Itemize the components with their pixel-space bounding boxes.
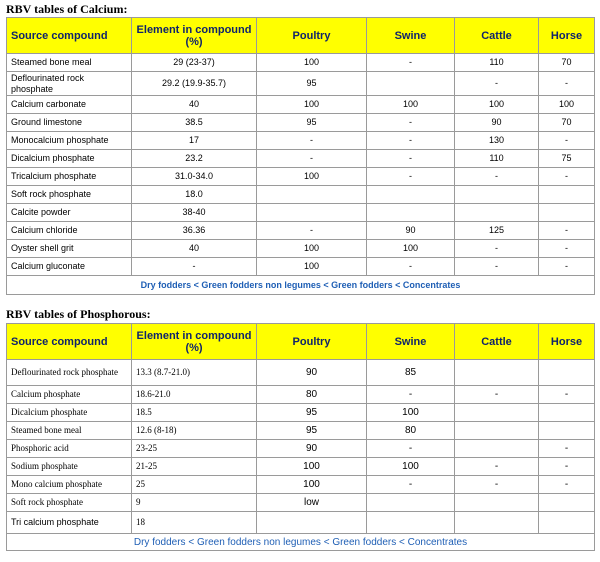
table-row bbox=[7, 114, 595, 132]
table-cell: 100 bbox=[257, 258, 367, 276]
table-cell: 29 (23-37) bbox=[132, 54, 257, 72]
table-cell: 36.36 bbox=[132, 222, 257, 240]
table-cell: Mono calcium phosphate bbox=[7, 476, 132, 494]
table-row bbox=[7, 132, 595, 150]
table-cell: 110 bbox=[455, 150, 539, 168]
table-cell: 38.5 bbox=[132, 114, 257, 132]
table-cell: - bbox=[539, 240, 595, 258]
table-cell: Soft rock phosphate bbox=[7, 494, 132, 512]
table-cell: Calcite powder bbox=[7, 204, 132, 222]
table-cell bbox=[257, 512, 367, 534]
table-cell: 12.6 (8-18) bbox=[132, 422, 257, 440]
phosphorous-rbv-table bbox=[6, 323, 595, 551]
table-cell: - bbox=[367, 258, 455, 276]
table-row bbox=[7, 494, 595, 512]
table-cell: - bbox=[257, 150, 367, 168]
table-row bbox=[7, 96, 595, 114]
table-cell bbox=[367, 186, 455, 204]
table-cell: 18.5 bbox=[132, 404, 257, 422]
phosphorous-column-header: Element in compound (%) bbox=[132, 324, 257, 360]
table-cell: - bbox=[455, 258, 539, 276]
table-cell: low bbox=[257, 494, 367, 512]
table-cell: 9 bbox=[132, 494, 257, 512]
phosphorous-table-caption: RBV tables of Phosphorous: bbox=[6, 307, 151, 321]
table-row bbox=[7, 360, 595, 386]
table-cell: 40 bbox=[132, 240, 257, 258]
table-cell bbox=[539, 422, 595, 440]
table-cell bbox=[455, 494, 539, 512]
table-row bbox=[7, 240, 595, 258]
table-cell bbox=[367, 494, 455, 512]
table-cell: - bbox=[367, 476, 455, 494]
table-row bbox=[7, 404, 595, 422]
table-cell: - bbox=[539, 168, 595, 186]
table-cell bbox=[257, 186, 367, 204]
table-cell: - bbox=[367, 150, 455, 168]
table-cell: - bbox=[539, 386, 595, 404]
table-cell: 25 bbox=[132, 476, 257, 494]
table-cell: 100 bbox=[367, 240, 455, 258]
table-cell: Dicalcium phosphate bbox=[7, 404, 132, 422]
table-cell: 100 bbox=[455, 96, 539, 114]
table-cell: 100 bbox=[257, 96, 367, 114]
table-cell: 29.2 (19.9-35.7) bbox=[132, 72, 257, 96]
table-cell: - bbox=[367, 132, 455, 150]
table-cell: 21-25 bbox=[132, 458, 257, 476]
phosphorous-column-header: Poultry bbox=[257, 324, 367, 360]
table-cell: 100 bbox=[367, 458, 455, 476]
table-cell bbox=[539, 494, 595, 512]
table-cell: Calcium gluconate bbox=[7, 258, 132, 276]
table-cell: 125 bbox=[455, 222, 539, 240]
table-row bbox=[7, 222, 595, 240]
table-cell: 70 bbox=[539, 54, 595, 72]
table-cell: 130 bbox=[455, 132, 539, 150]
table-cell: 100 bbox=[367, 96, 455, 114]
table-cell: - bbox=[455, 168, 539, 186]
phosphorous-table-body bbox=[7, 360, 595, 534]
table-cell: 31.0-34.0 bbox=[132, 168, 257, 186]
table-cell: 100 bbox=[257, 168, 367, 186]
table-row bbox=[7, 168, 595, 186]
table-cell bbox=[367, 72, 455, 96]
table-cell: 40 bbox=[132, 96, 257, 114]
table-row bbox=[7, 72, 595, 96]
table-cell bbox=[455, 204, 539, 222]
table-cell: - bbox=[367, 386, 455, 404]
table-cell: Dicalcium phosphate bbox=[7, 150, 132, 168]
table-row bbox=[7, 54, 595, 72]
table-cell: - bbox=[132, 258, 257, 276]
table-cell bbox=[539, 512, 595, 534]
table-cell: 80 bbox=[257, 386, 367, 404]
table-cell: 100 bbox=[257, 476, 367, 494]
table-cell: Deflourinated rock phosphate bbox=[7, 360, 132, 386]
table-cell: 75 bbox=[539, 150, 595, 168]
table-cell: 100 bbox=[367, 404, 455, 422]
calcium-table-footer: Dry fodders < Green fodders non legumes < Green fodders < Concentrates bbox=[7, 276, 595, 295]
table-cell: - bbox=[539, 72, 595, 96]
table-cell: 38-40 bbox=[132, 204, 257, 222]
table-cell: Deflourinated rock phosphate bbox=[7, 72, 132, 96]
table-row bbox=[7, 386, 595, 404]
table-cell bbox=[455, 422, 539, 440]
table-cell: - bbox=[455, 72, 539, 96]
table-cell: Calcium phosphate bbox=[7, 386, 132, 404]
table-cell: - bbox=[367, 168, 455, 186]
calcium-column-header: Horse bbox=[539, 18, 595, 54]
table-row bbox=[7, 476, 595, 494]
table-cell: 100 bbox=[257, 458, 367, 476]
table-cell: Tri calcium phosphate bbox=[7, 512, 132, 534]
table-cell: 18.6-21.0 bbox=[132, 386, 257, 404]
table-cell: 17 bbox=[132, 132, 257, 150]
table-cell: - bbox=[455, 240, 539, 258]
table-cell: 95 bbox=[257, 72, 367, 96]
calcium-column-header: Cattle bbox=[455, 18, 539, 54]
table-cell: 18.0 bbox=[132, 186, 257, 204]
table-cell bbox=[539, 186, 595, 204]
table-cell: 90 bbox=[257, 440, 367, 458]
calcium-column-header: Source compound bbox=[7, 18, 132, 54]
calcium-column-header: Swine bbox=[367, 18, 455, 54]
table-cell: 90 bbox=[367, 222, 455, 240]
table-cell: - bbox=[455, 458, 539, 476]
phosphorous-table-footer: Dry fodders < Green fodders non legumes < Green fodders < Concentrates bbox=[7, 534, 595, 551]
table-cell: - bbox=[539, 222, 595, 240]
table-cell: Steamed bone meal bbox=[7, 422, 132, 440]
table-cell: 100 bbox=[539, 96, 595, 114]
table-cell: 90 bbox=[257, 360, 367, 386]
table-cell: 18 bbox=[132, 512, 257, 534]
table-row bbox=[7, 458, 595, 476]
table-cell: 80 bbox=[367, 422, 455, 440]
table-cell: - bbox=[539, 258, 595, 276]
table-cell: Calcium carbonate bbox=[7, 96, 132, 114]
table-cell: 90 bbox=[455, 114, 539, 132]
table-cell: Steamed bone meal bbox=[7, 54, 132, 72]
table-cell bbox=[455, 186, 539, 204]
table-cell: 85 bbox=[367, 360, 455, 386]
table-cell: - bbox=[539, 476, 595, 494]
calcium-header-row bbox=[7, 18, 595, 54]
phosphorous-column-header: Horse bbox=[539, 324, 595, 360]
calcium-table-body bbox=[7, 54, 595, 276]
table-cell: Sodium phosphate bbox=[7, 458, 132, 476]
table-cell: 95 bbox=[257, 422, 367, 440]
table-cell: Ground limestone bbox=[7, 114, 132, 132]
table-row bbox=[7, 204, 595, 222]
table-cell: 100 bbox=[257, 240, 367, 258]
table-cell bbox=[257, 204, 367, 222]
table-cell bbox=[539, 360, 595, 386]
table-cell: - bbox=[539, 440, 595, 458]
table-cell: - bbox=[367, 54, 455, 72]
table-cell bbox=[455, 404, 539, 422]
table-cell bbox=[539, 404, 595, 422]
table-row bbox=[7, 186, 595, 204]
table-cell: Monocalcium phosphate bbox=[7, 132, 132, 150]
phosphorous-header-row bbox=[7, 324, 595, 360]
table-row bbox=[7, 258, 595, 276]
table-row bbox=[7, 422, 595, 440]
table-cell: Tricalcium phosphate bbox=[7, 168, 132, 186]
table-row bbox=[7, 150, 595, 168]
table-cell: 110 bbox=[455, 54, 539, 72]
table-cell: 13.3 (8.7-21.0) bbox=[132, 360, 257, 386]
calcium-table-caption: RBV tables of Calcium: bbox=[6, 2, 128, 16]
table-cell: Soft rock phosphate bbox=[7, 186, 132, 204]
calcium-rbv-table bbox=[6, 17, 595, 295]
phosphorous-column-header: Swine bbox=[367, 324, 455, 360]
calcium-column-header: Element in compound (%) bbox=[132, 18, 257, 54]
table-cell: 23-25 bbox=[132, 440, 257, 458]
table-cell: Calcium chloride bbox=[7, 222, 132, 240]
table-cell bbox=[455, 360, 539, 386]
calcium-column-header: Poultry bbox=[257, 18, 367, 54]
table-cell: 23.2 bbox=[132, 150, 257, 168]
phosphorous-column-header: Cattle bbox=[455, 324, 539, 360]
table-cell: 95 bbox=[257, 404, 367, 422]
table-cell: - bbox=[455, 476, 539, 494]
table-cell: - bbox=[257, 222, 367, 240]
table-cell: - bbox=[367, 114, 455, 132]
table-cell bbox=[455, 512, 539, 534]
table-cell: 100 bbox=[257, 54, 367, 72]
table-cell: 95 bbox=[257, 114, 367, 132]
table-cell: - bbox=[257, 132, 367, 150]
table-cell: Phosphoric acid bbox=[7, 440, 132, 458]
table-cell: - bbox=[455, 386, 539, 404]
table-cell: Oyster shell grit bbox=[7, 240, 132, 258]
table-cell: - bbox=[539, 132, 595, 150]
table-row bbox=[7, 440, 595, 458]
table-cell bbox=[367, 204, 455, 222]
table-cell: 70 bbox=[539, 114, 595, 132]
table-cell bbox=[367, 512, 455, 534]
table-row bbox=[7, 512, 595, 534]
phosphorous-column-header: Source compound bbox=[7, 324, 132, 360]
table-cell bbox=[539, 204, 595, 222]
table-cell: - bbox=[539, 458, 595, 476]
table-cell bbox=[455, 440, 539, 458]
table-cell: - bbox=[367, 440, 455, 458]
